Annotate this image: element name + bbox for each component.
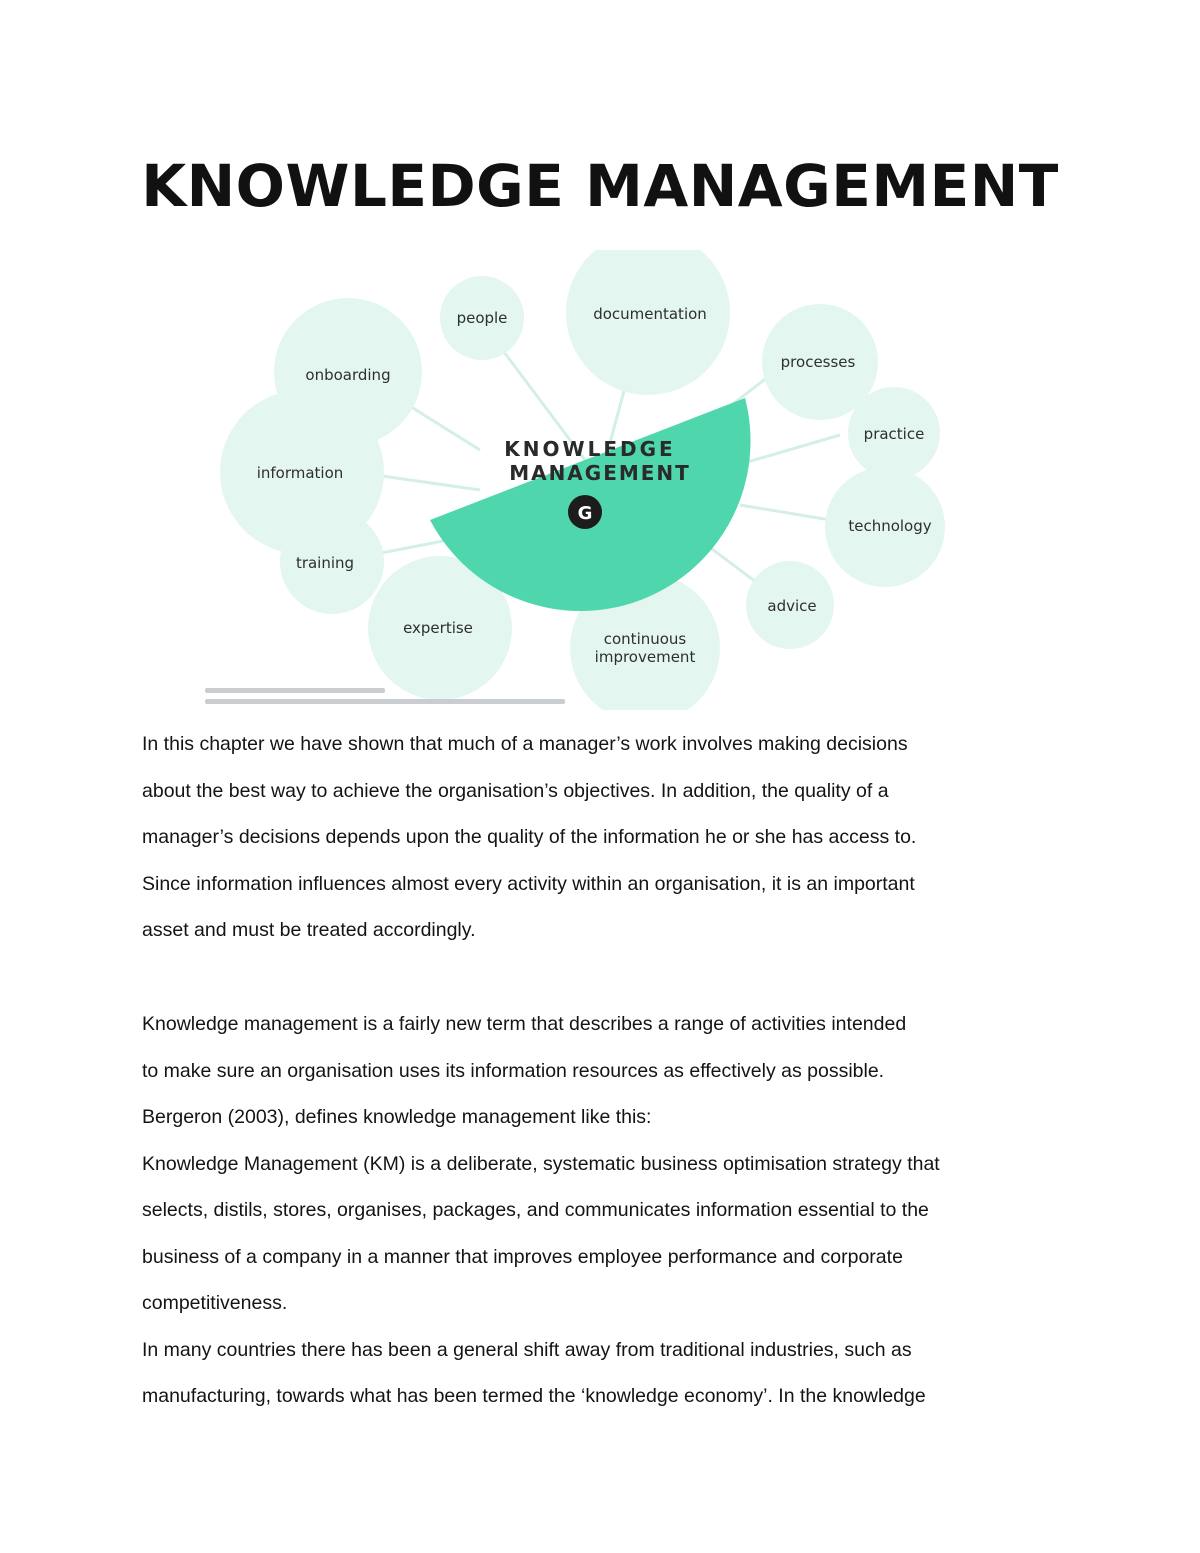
paragraph-line: Knowledge Management (KM) is a deliberate, systematic business optimisation strategy that <box>142 1152 940 1175</box>
paragraph-2 <box>142 1012 1042 1431</box>
paragraph-line: selects, distils, stores, organises, packages, and communicates information essential to the <box>142 1199 929 1221</box>
center-title-line2: MANAGEMENT <box>509 461 691 485</box>
logo-letter: G <box>577 503 593 524</box>
node-label-documentation: documentation <box>593 305 707 323</box>
paragraph-1 <box>142 732 1042 965</box>
source-caption <box>205 688 565 704</box>
node-label-training: training <box>295 554 355 572</box>
paragraph-line: to make sure an organisation uses its information resources as effectively as possible. <box>142 1059 885 1082</box>
paragraph-line: business of a company in a manner that improves employee performance and corporate <box>142 1245 903 1268</box>
node-label-advice: advice <box>767 597 817 615</box>
knowledge-management-diagram <box>180 250 1020 710</box>
paragraph-line: Since information influences almost every activity within an organisation, it is an important <box>142 872 915 895</box>
paragraph-line: Bergeron (2003), defines knowledge management like this: <box>142 1106 652 1128</box>
paragraph-line: Knowledge management is a fairly new term that describes a range of activities intended <box>142 1013 907 1035</box>
node-label-technology: technology <box>848 517 932 535</box>
paragraph-line: manager’s decisions depends upon the quality of the information he or she has access to. <box>142 826 917 848</box>
paragraph-line: asset and must be treated accordingly. <box>142 919 476 941</box>
paragraph-line: about the best way to achieve the organisation’s objectives. In addition, the quality of a <box>142 779 889 802</box>
paragraph-line: In many countries there has been a general shift away from traditional industries, such as <box>142 1338 912 1361</box>
node-label-continuous: continuous <box>603 630 687 648</box>
node-label-onboarding: onboarding <box>305 366 391 384</box>
node-label-processes: processes <box>780 353 856 371</box>
page-title: KNOWLEDGE MANAGEMENT <box>141 152 1059 220</box>
node-label-improvement: improvement <box>594 648 696 666</box>
node-label-expertise: expertise <box>403 619 473 637</box>
center-title-line1: KNOWLEDGE <box>504 437 676 461</box>
node-label-practice: practice <box>863 425 925 443</box>
node-label-information: information <box>256 464 344 482</box>
paragraph-line: manufacturing, towards what has been termed the ‘knowledge economy’. In the knowledge <box>142 1385 926 1407</box>
node-label-people: people <box>456 309 508 327</box>
paragraph-line: In this chapter we have shown that much of a manager’s work involves making decisions <box>142 733 908 755</box>
paragraph-line: competitiveness. <box>142 1292 288 1314</box>
